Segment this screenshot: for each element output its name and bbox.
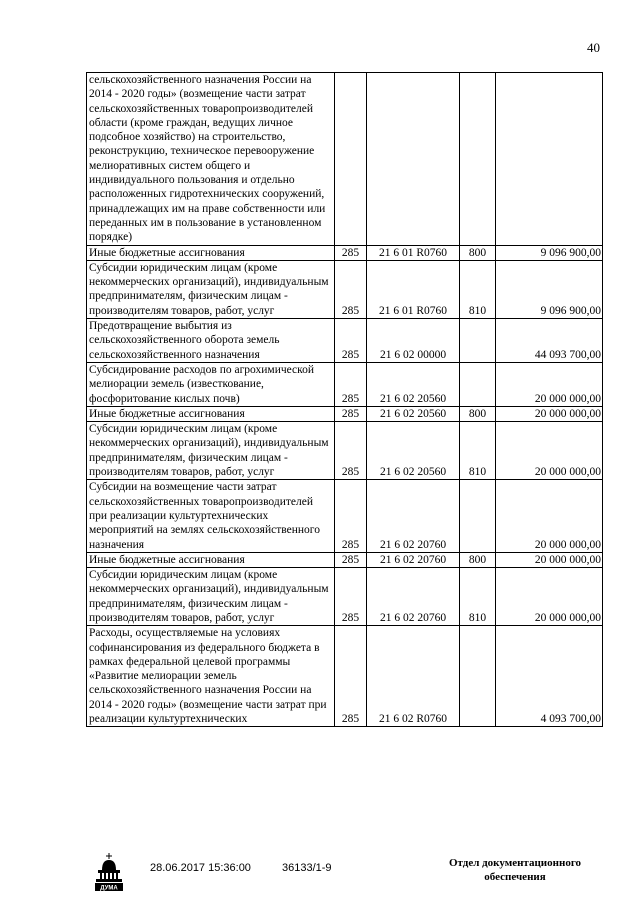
row-code: 285 [335,568,367,626]
footer-document-number: 36133/1-9 [282,862,332,874]
row-article: 21 6 02 20760 [367,552,460,567]
row-amount: 20 000 000,00 [496,568,603,626]
duma-emblem-icon [94,852,124,892]
row-amount: 4 093 700,00 [496,626,603,727]
row-code: 285 [335,422,367,480]
row-type [460,626,496,727]
table-row [87,406,603,421]
row-name: Расходы, осуществляемые на условиях софинансирования из федерального бюджета в рамках федеральной целевой программы «Развитие мелиорации земель сельскохозяйственного назначения России на 2014 - 2020 годы» (возмещение части затрат при реализации культуртехнических [87,626,335,727]
row-article: 21 6 02 00000 [367,319,460,363]
row-name: Субсидии юридическим лицам (кроме некоммерческих организаций), индивидуальным предпринимателям, физическим лицам - производителям товаров, работ, услуг [87,260,335,318]
row-amount: 20 000 000,00 [496,362,603,406]
row-name: Субсидии на возмещение части затрат сельскохозяйственных товаропроизводителей при реализации культуртехнических мероприятий на землях сельскохозяйственного назначения [87,480,335,552]
row-type [460,480,496,552]
row-article: 21 6 01 R0760 [367,245,460,260]
table-row [87,362,603,406]
page-footer [0,852,640,902]
row-name: Субсидирование расходов по агрохимической мелиорации земель (известкование, фосфоритование кислых почв) [87,362,335,406]
row-type: 810 [460,568,496,626]
row-type: 810 [460,422,496,480]
row-code: 285 [335,552,367,567]
table-row [87,245,603,260]
row-amount: 9 096 900,00 [496,260,603,318]
row-code: 285 [335,260,367,318]
row-name: Субсидии юридическим лицам (кроме некоммерческих организаций), индивидуальным предпринимателям, физическим лицам - производителям товаров, работ, услуг [87,422,335,480]
row-code: 285 [335,626,367,727]
row-type: 800 [460,552,496,567]
row-article: 21 6 02 20560 [367,362,460,406]
row-article: 21 6 02 20560 [367,422,460,480]
row-article [367,73,460,246]
row-type: 800 [460,245,496,260]
table-row [87,319,603,363]
row-amount: 44 093 700,00 [496,319,603,363]
table-row [87,552,603,567]
row-code: 285 [335,480,367,552]
table-row [87,260,603,318]
table-row [87,480,603,552]
row-code: 285 [335,362,367,406]
row-amount: 9 096 900,00 [496,245,603,260]
row-code: 285 [335,245,367,260]
row-amount: 20 000 000,00 [496,406,603,421]
footer-department-line2: обеспечения [484,871,546,883]
row-code: 285 [335,406,367,421]
row-type: 810 [460,260,496,318]
row-amount [496,73,603,246]
row-article: 21 6 02 20760 [367,480,460,552]
row-name: Иные бюджетные ассигнования [87,245,335,260]
table-row [87,422,603,480]
footer-datetime: 28.06.2017 15:36:00 [150,862,251,874]
row-article: 21 6 02 20760 [367,568,460,626]
row-code: 285 [335,319,367,363]
table-row [87,73,603,246]
svg-text:ДУМА: ДУМА [100,885,118,892]
row-type [460,362,496,406]
budget-table [86,72,603,727]
row-amount: 20 000 000,00 [496,552,603,567]
row-name: Иные бюджетные ассигнования [87,552,335,567]
row-type [460,319,496,363]
row-amount: 20 000 000,00 [496,422,603,480]
row-type: 800 [460,406,496,421]
row-name: сельскохозяйственного назначения России на 2014 - 2020 годы» (возмещение части затрат сельскохозяйственных товаропроизводителей области (кроме граждан, ведущих личное подсобное хозяйство) на строительство, реконструкцию, техническое перевооружение мелиоративных систем общего и индивидуального пользования и отдельно расположенных гидротехнических сооружений, принадлежащих им на праве собственности или переданных им в пользование в установленном порядке) [87,73,335,246]
row-article: 21 6 01 R0760 [367,260,460,318]
row-name: Иные бюджетные ассигнования [87,406,335,421]
footer-department-line1: Отдел документационного [448,857,582,869]
page-number: 40 [587,40,600,55]
row-article: 21 6 02 R0760 [367,626,460,727]
row-name: Субсидии юридическим лицам (кроме некоммерческих организаций), индивидуальным предпринимателям, физическим лицам - производителям товаров, работ, услуг [87,568,335,626]
row-article: 21 6 02 20560 [367,406,460,421]
row-code [335,73,367,246]
table-row [87,626,603,727]
row-name: Предотвращение выбытия из сельскохозяйственного оборота земель сельскохозяйственного назначения [87,319,335,363]
row-amount: 20 000 000,00 [496,480,603,552]
row-type [460,73,496,246]
table-row [87,568,603,626]
footer-department [430,856,600,884]
